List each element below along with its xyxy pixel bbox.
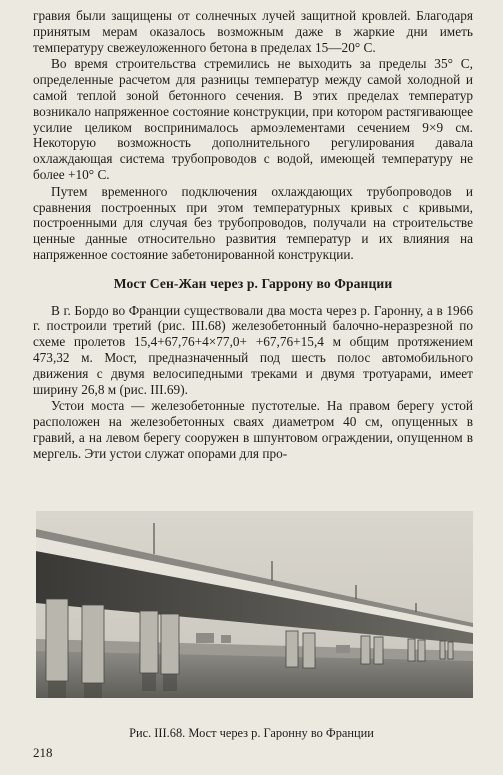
paragraph: Устои моста — железобетонные пустотелые. На правом берегу устой расположен на железобетонных сваях диаметром 40 см, опущенных в гравий, а на левом берегу сооружен в шпунтовом ограждении, опущенном в мергель. Эти устои служат опорами для про- (33, 398, 473, 461)
paragraph: В г. Бордо во Франции существовали два моста через р. Гаронну, а в 1966 г. построили третий (рис. III.68) железобетонный балочно-неразрезной по схеме пролетов 15,4+67,76+4×77,0+ +67,76+15,4 м общим протяжением 473,32 м. Мост, предназначенный под шесть полос автомобильного движения с двумя велосипедными треками и двумя тротуарами, имеет ширину 26,8 м (рис. III.69). (33, 302, 473, 397)
paragraph: гравия были защищены от солнечных лучей защитной кровлей. Благодаря принятым мерам оказалось возможным даже в жаркие дни иметь температуру свежеуложенного бетона в пределах 15—20° С. (33, 8, 473, 55)
page-number: 218 (33, 745, 53, 760)
figure-caption: Рис. III.68. Мост через р. Гаронну во Франции (129, 726, 374, 740)
bridge-illustration (36, 511, 473, 698)
bridge-photo (36, 511, 473, 698)
paragraph: Путем временного подключения охлаждающих трубопроводов и сравнения построенных при этом температурных кривых с кривыми, построенными для случая без трубопроводов, получали на строительстве ценные данные относительно развития температур и их влияния на напряженное состояние забетонированной конструкции. (33, 183, 473, 262)
section-heading: Мост Сен-Жан через р. Гаррону во Франции (113, 275, 393, 291)
body-text (33, 8, 473, 462)
paragraph: Во время строительства стремились не выходить за пределы 35° С, определенные расчетом для разницы температур между самой холодной и самой теплой зоной бетонного сечения. В этих пределах температур возникало напряженное состояние конструкции, при котором растягивающее усилие целиком воспринималось армоэлементами сечением 9×9 см. Некоторую возможность дополнительного регулирования давала охлаждающая система трубопроводов с водой, имеющей температуру не более +10° С. (33, 56, 473, 182)
